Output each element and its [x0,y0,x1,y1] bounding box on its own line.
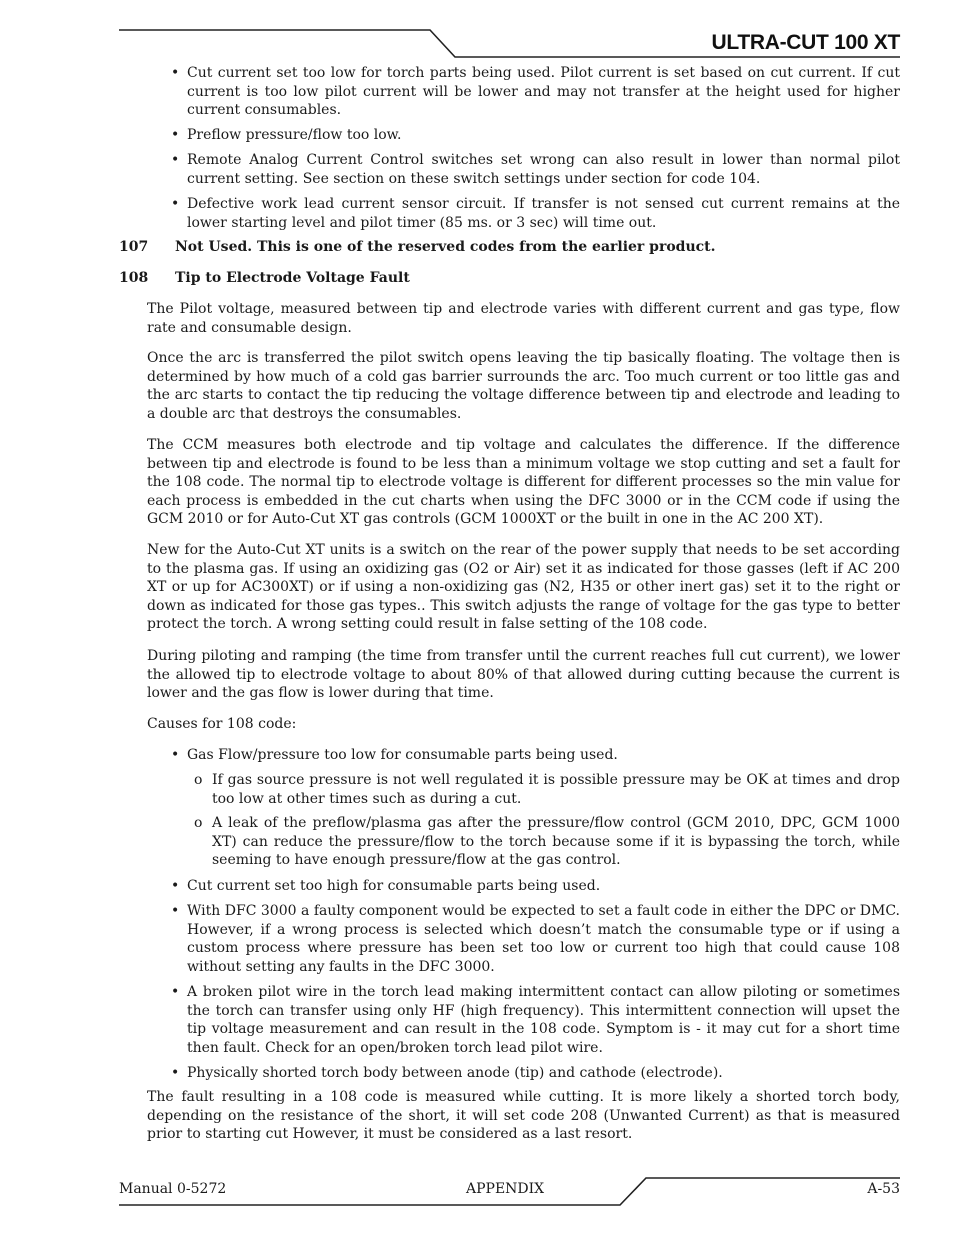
cause-subitem: o If gas source pressure is not well regulated it is possible pressure may be OK at times and drop too low at other times such as during a cut. [212,771,900,808]
bullet-item: • Defective work lead current sensor circuit. If transfer is not sensed cut current remains at the lower starting level and pilot timer (85 ms. or 3 sec) will time out. [187,195,900,232]
paragraph: During piloting and ramping (the time from transfer until the current reaches full cut current), we lower the allowed tip to electrode voltage to about 80% of that allowed during cutting because the current is lower and the gas flow is lower during that time. [147,648,900,702]
paragraph: The CCM measures both electrode and tip voltage and calculates the difference. If the difference between tip and electrode is found to be less than a minimum voltage we stop cutting and set a fault for the 108 code. The normal tip to electrode voltage is different for different processes so the min value for each process is embedded in the cut charts when using the DFC 3000 or in the CCM code if using the GCM 2010 or for Auto-Cut XT gas controls (GCM 1000XT or the built in one in the AC 200 XT). [147,437,900,528]
cause-item: • Physically shorted torch body between anode (tip) and cathode (electrode). [187,1064,900,1083]
bullet-item: • Remote Analog Current Control switches set wrong can also result in lower than normal pilot current setting. See section on these switch settings under section for code 104. [187,151,900,188]
paragraph: The Pilot voltage, measured between tip and electrode varies with different current and gas type, flow rate and consumable design. [147,301,900,336]
code-108-title: Tip to Electrode Voltage Fault [175,270,410,286]
footer-page-number: A-53 [867,1181,900,1197]
paragraph: Causes for 108 code: [147,716,297,732]
code-107-number: 107 [119,239,149,255]
bullet-item: • Cut current set too low for torch parts being used. Pilot current is set based on cut current. If cut current is too low pilot current will be lower and may not transfer at the height used for higher current consumables. [187,64,900,120]
bullet-item: • Preflow pressure/flow too low. [187,126,900,145]
cause-subitem: o A leak of the preflow/plasma gas after the pressure/flow control (GCM 2010, DPC, GCM 1000 XT) can reduce the pressure/flow to the torch because some if it is bypassing the torch, while seeming to have enough pressure/flow at the gas control. [212,814,900,870]
footer-manual-number: Manual 0-5272 [119,1181,227,1197]
code-107-title: Not Used. This is one of the reserved codes from the earlier product. [175,239,716,255]
paragraph: Once the arc is transferred the pilot switch opens leaving the tip basically floating. The voltage then is determined by how much of a cold gas barrier surrounds the arc. Too much current or too little gas and the arc starts to contact the tip reducing the voltage difference between tip and electrode and leading to a double arc that destroys the consumables. [147,350,900,422]
cause-item: • A broken pilot wire in the torch lead making intermittent contact can allow piloting or sometimes the torch can transfer using only HF (high frequency). This intermittent connection will upset the tip voltage measurement and can result in the 108 code. Symptom is - it may cut for a short time then fault. Check for an open/broken torch lead pilot wire. [187,983,900,1057]
code-108-number: 108 [119,270,149,286]
cause-item: • With DFC 3000 a faulty component would be expected to set a fault code in either the DPC or DMC. However, if a wrong process is selected which doesn’t match the consumable type or if using a custom process where pressure has been set too low or current too high that could cause 108 without setting any faults in the DFC 3000. [187,902,900,976]
footer-section: APPENDIX [466,1181,545,1197]
paragraph: New for the Auto-Cut XT units is a switch on the rear of the power supply that needs to be set according to the plasma gas. If using an oxidizing gas (O2 or Air) set it as indicated for those gasses (left if AC 200 XT or up for AC300XT) or if using a non-oxidizing gas (N2, H35 or other inert gas) set it to the right or down as indicated for those gas types.. This switch adjusts the range of voltage for the gas type to better protect the torch. A wrong setting could result in false setting of the 108 code. [147,542,900,633]
cause-item: • Cut current set too high for consumable parts being used. [187,877,900,896]
header-title: ULTRA-CUT 100 XT [711,31,900,54]
closing-paragraph: The fault resulting in a 108 code is measured while cutting. It is more likely a shorted torch body, depending on the resistance of the short, it will set code 208 (Unwanted Current) as that is measured prior to starting cut However, it must be considered as a last resort. [147,1089,900,1143]
cause-item: • Gas Flow/pressure too low for consumable parts being used. [187,746,900,765]
